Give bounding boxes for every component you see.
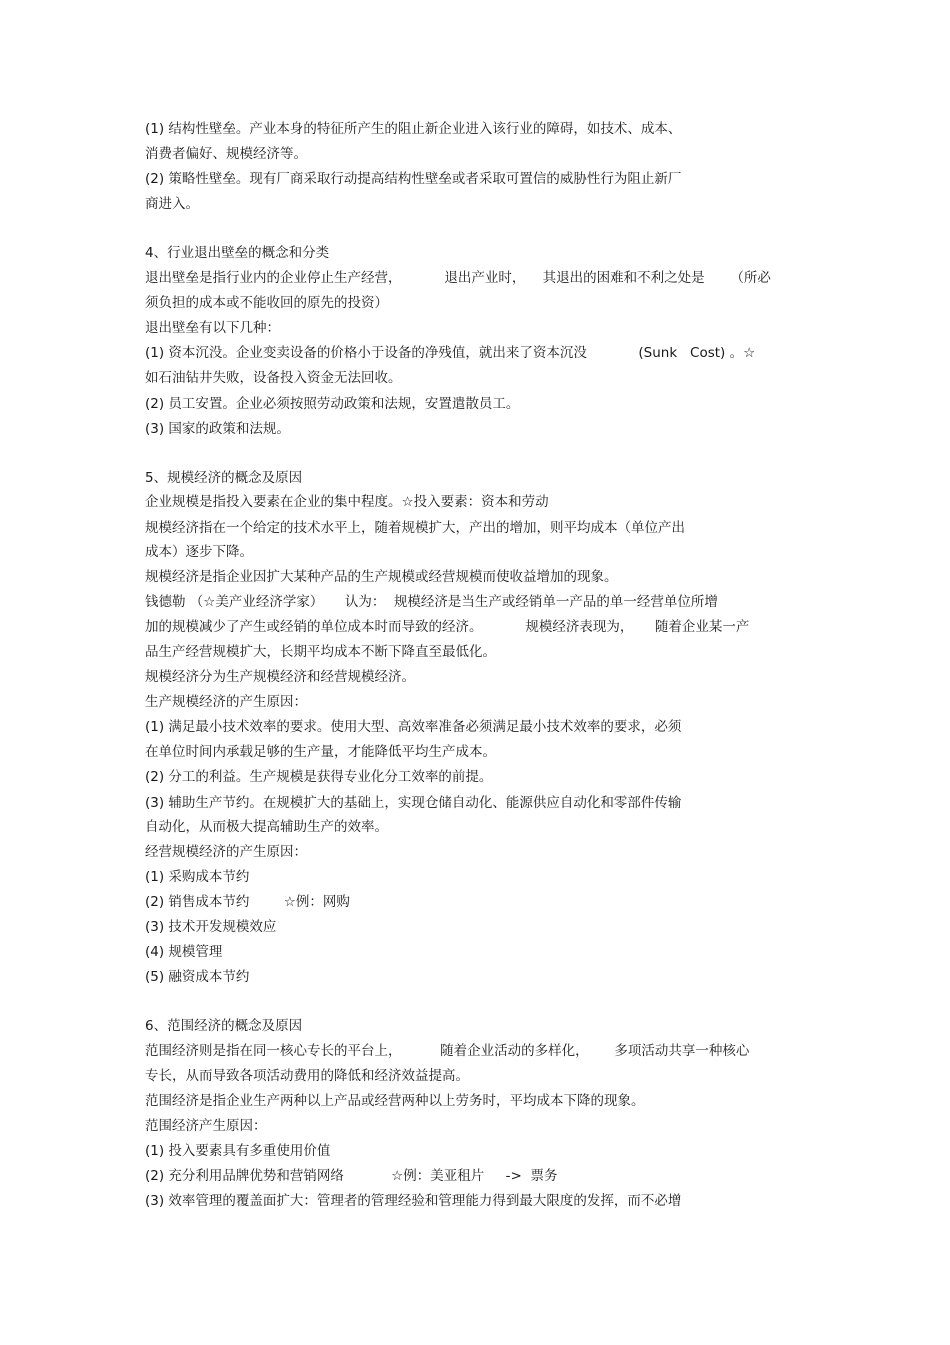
text-line: (1) 采购成本节约 — [145, 869, 250, 885]
text-line: (4) 规模管理 — [145, 944, 223, 960]
text-line: 企业规模是指投入要素在企业的集中程度。☆投入要素：资本和劳动 — [145, 494, 549, 510]
text-line: 经营规模经济的产生原因： — [145, 844, 307, 860]
text-line: 规模经济分为生产规模经济和经营规模经济。 — [145, 669, 415, 685]
text-line: 加的规模减少了产生或经销的单位成本时而导致的经济。 规模经济表现为， 随着企业某一产 — [145, 619, 750, 635]
text-line: (3) 技术开发规模效应 — [145, 919, 277, 935]
text-line: 生产规模经济的产生原因： — [145, 694, 307, 710]
text-line: 品生产经营规模扩大，长期平均成本不断下降直至最低化。 — [145, 644, 496, 660]
text-line: 成本）逐步下降。 — [145, 544, 253, 560]
section-heading: 6、范围经济的概念及原因 — [145, 1018, 303, 1034]
text-line: (1) 投入要素具有多重使用价值 — [145, 1143, 331, 1159]
text-line: 商进入。 — [145, 196, 199, 212]
text-line: (2) 分工的利益。生产规模是获得专业化分工效率的前提。 — [145, 769, 493, 785]
text-line: 在单位时间内承载足够的生产量，才能降低平均生产成本。 — [145, 744, 496, 760]
text-line: (3) 辅助生产节约。在规模扩大的基础上，实现仓储自动化、能源供应自动化和零部件传输 — [145, 795, 682, 811]
section-heading: 4、行业退出壁垒的概念和分类 — [145, 245, 330, 261]
text-line: 规模经济指在一个给定的技术水平上，随着规模扩大，产出的增加，则平均成本（单位产出 — [145, 520, 685, 536]
text-line: (3) 效率管理的覆盖面扩大：管理者的管理经验和管理能力得到最大限度的发挥，而不必增 — [145, 1193, 682, 1209]
text-line: 退出壁垒是指行业内的企业停止生产经营， 退出产业时， 其退出的困难和不利之处是 （所必 — [145, 270, 771, 286]
text-line: 须负担的成本或不能收回的原先的投资） — [145, 295, 388, 311]
text-line: (3) 国家的政策和法规。 — [145, 421, 290, 437]
text-line: 专长，从而导致各项活动费用的降低和经济效益提高。 — [145, 1068, 469, 1084]
text-line: (1) 结构性壁垒。产业本身的特征所产生的阻止新企业进入该行业的障碍，如技术、成本、 — [145, 121, 682, 137]
text-line: (2) 销售成本节约 ☆例：网购 — [145, 894, 350, 910]
text-line: (2) 策略性壁垒。现有厂商采取行动提高结构性壁垒或者采取可置信的威胁性行为阻止新厂 — [145, 171, 682, 187]
text-line: 如石油钻井失败，设备投入资金无法回收。 — [145, 370, 402, 386]
text-line: (2) 员工安置。企业必须按照劳动政策和法规，安置遣散员工。 — [145, 396, 520, 412]
text-line: 自动化，从而极大提高辅助生产的效率。 — [145, 819, 388, 835]
text-line: (1) 资本沉没。企业变卖设备的价格小于设备的净残值，就出来了资本沉没 (Sunk Cost) 。☆ — [145, 345, 756, 361]
text-line: 钱德勒 （☆美产业经济学家） 认为： 规模经济是当生产或经销单一产品的单一经营单位所增 — [145, 594, 718, 610]
text-line: 范围经济是指企业生产两种以上产品或经营两种以上劳务时，平均成本下降的现象。 — [145, 1093, 645, 1109]
text-line: (5) 融资成本节约 — [145, 969, 250, 985]
text-line: 消费者偏好、规模经济等。 — [145, 146, 307, 162]
text-line: 退出壁垒有以下几种： — [145, 320, 280, 336]
text-line: 范围经济产生原因： — [145, 1118, 267, 1134]
section-heading: 5、规模经济的概念及原因 — [145, 470, 303, 486]
text-line: (2) 充分利用品牌优势和营销网络 ☆例：美亚租片 -> 票务 — [145, 1168, 558, 1184]
text-line: (1) 满足最小技术效率的要求。使用大型、高效率准备必须满足最小技术效率的要求，必须 — [145, 719, 682, 735]
text-line: 规模经济是指企业因扩大某种产品的生产规模或经营规模而使收益增加的现象。 — [145, 569, 618, 585]
text-line: 范围经济则是指在同一核心专长的平台上， 随着企业活动的多样化， 多项活动共享一种核心 — [145, 1043, 750, 1059]
